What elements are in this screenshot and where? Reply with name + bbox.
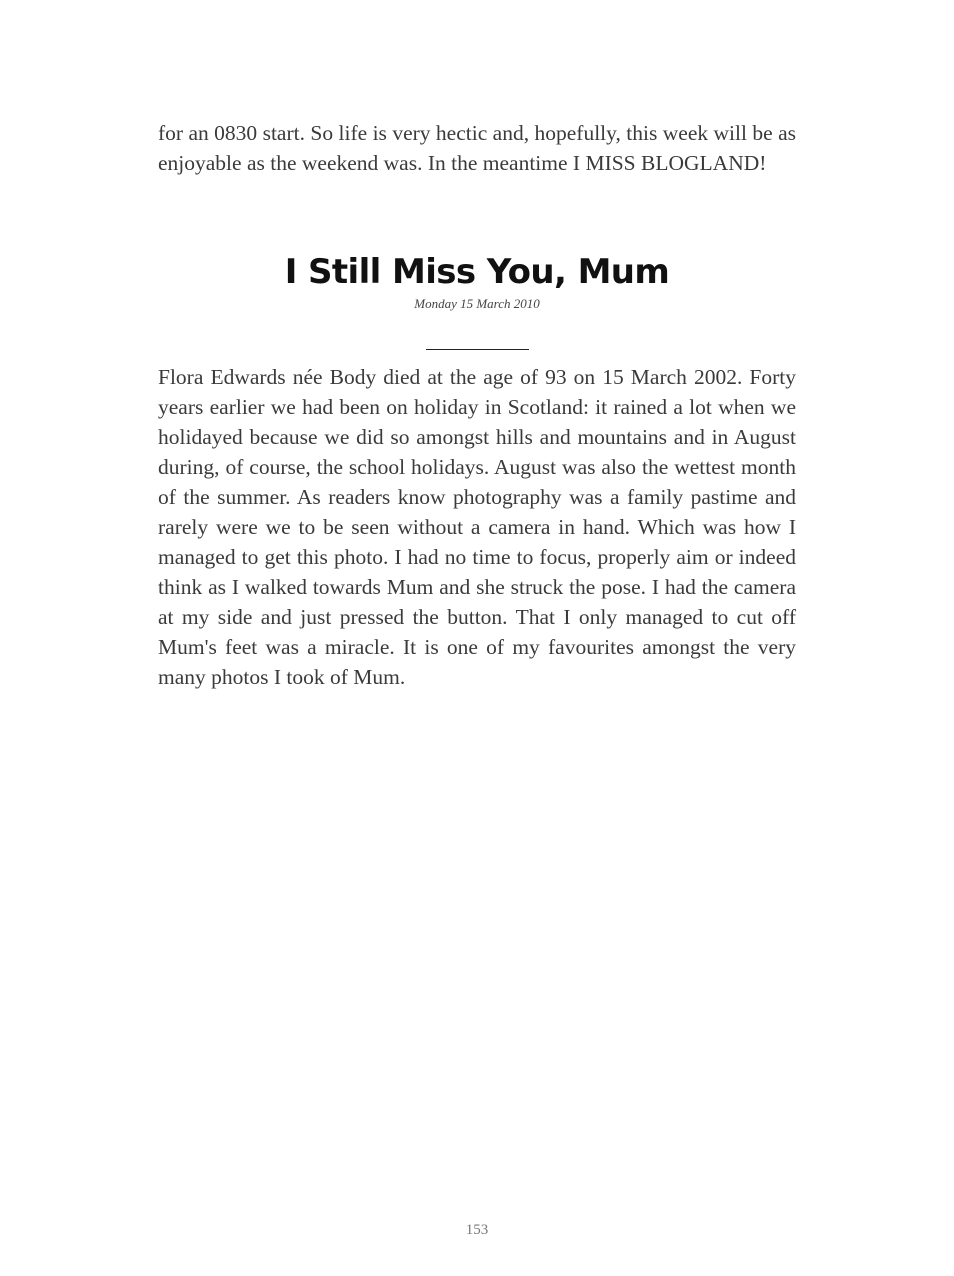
title-separator [426,349,529,350]
post-date: Monday 15 March 2010 [414,296,540,311]
previous-post-closing-paragraph: for an 0830 start. So life is very hectic and, hopefully, this week will be as enjoyable as the weekend was. In the meantime I MISS BLOGLAND! [158,121,796,175]
post-title: I Still Miss You, Mum [284,252,670,292]
page-number: 153 [465,1222,489,1238]
post-body-paragraph: Flora Edwards née Body died at the age of 93 on 15 March 2002. Forty years earlier we had been on holiday in Scotland: it rained a lot when we holidayed because we did so amongst hills and mountains and in August during, of course, the school holidays. August was also the wettest month of the summer. As readers know photography was a family pastime and rarely were we to be seen without a camera in hand. Which was how I managed to get this photo. I had no time to focus, properly aim or indeed think as I walked towards Mum and she struck the pose. I had the camera at my side and just pressed the button. That I only managed to cut off Mum's feet was a miracle. It is one of my favourites amongst the very many photos I took of Mum. [158,365,796,689]
